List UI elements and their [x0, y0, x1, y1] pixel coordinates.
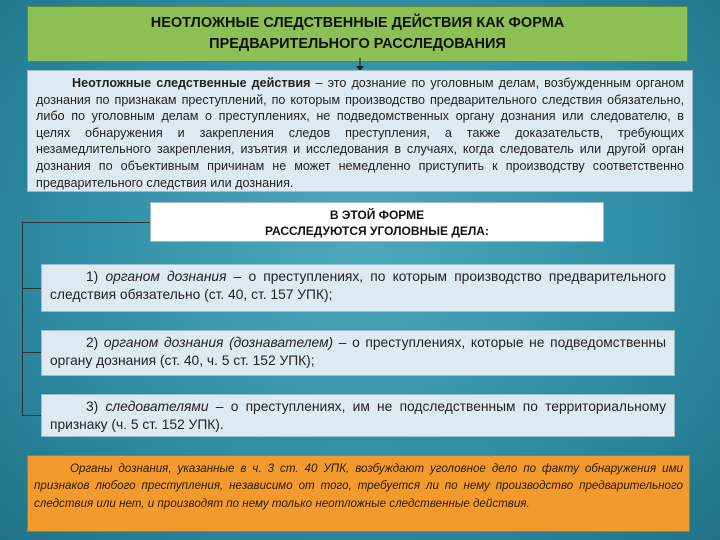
connector-item-2 — [22, 352, 41, 353]
connector-vertical — [22, 222, 23, 416]
list-item-3 — [41, 394, 675, 437]
list-item-emphasis: органом дознания (дознавателем) — [103, 335, 334, 350]
definition-text: – это дознание по уголовным делам, возбужденным органом дознания по признакам преступлений, по которым производство предварительного следствия обязательно, либо по уголовным делам о преступлениях, не подведомственных органу дознания или следователю, в целях обнаружения и закрепления следов преступления, а также доказательств, требующих незамедлительного закрепления, изъятия и исследования в случаях, когда следователь или другой орган дознания по объективным причинам не может немедленно приступить к производству соответственно предварительного следствия или дознания. — [36, 76, 684, 190]
connector-item-1 — [22, 288, 41, 289]
list-item-number: 3) — [86, 399, 106, 414]
list-item-2 — [41, 330, 675, 376]
definition-term: Неотложные следственные действия — [72, 76, 311, 90]
list-item-emphasis: органом дознания — [105, 269, 227, 284]
definition-block — [27, 70, 693, 192]
list-item-text: – о преступлениях, по которым производство предварительного следствия обязательно (ст. 40, ст. 157 УПК); — [50, 269, 666, 302]
page-title: НЕОТЛОЖНЫЕ СЛЕДСТВЕННЫЕ ДЕЙСТВИЯ КАК ФОРМА ПРЕДВАРИТЕЛЬНОГО РАССЛЕДОВАНИЯ — [27, 6, 688, 62]
list-item-text: – о преступлениях, которые не подведомственны органу дознания (ст. 40, ч. 5 ст. 152 УПК); — [50, 335, 666, 368]
list-item-1 — [41, 264, 675, 312]
connector-item-3 — [22, 415, 41, 416]
list-item-text: – о преступлениях, им не подследственным по территориальному признаку (ч. 5 ст. 152 УПК). — [50, 399, 666, 432]
connector-horizontal-top — [22, 222, 150, 223]
note-block: Органы дознания, указанные в ч. 3 ст. 40 УПК, возбуждают уголовное дело по факту обнаружения ими признаков любого преступления, независимо от того, требуется ли по нему производство предварительного следствия или нет, и производят по нему только неотложные следственные действия. — [27, 455, 690, 532]
list-item-number: 1) — [86, 269, 106, 284]
case-forms-heading: В ЭТОЙ ФОРМЕ РАССЛЕДУЮТСЯ УГОЛОВНЫЕ ДЕЛА: — [150, 202, 604, 242]
list-item-emphasis: следователями — [105, 399, 209, 414]
list-item-number: 2) — [86, 335, 104, 350]
